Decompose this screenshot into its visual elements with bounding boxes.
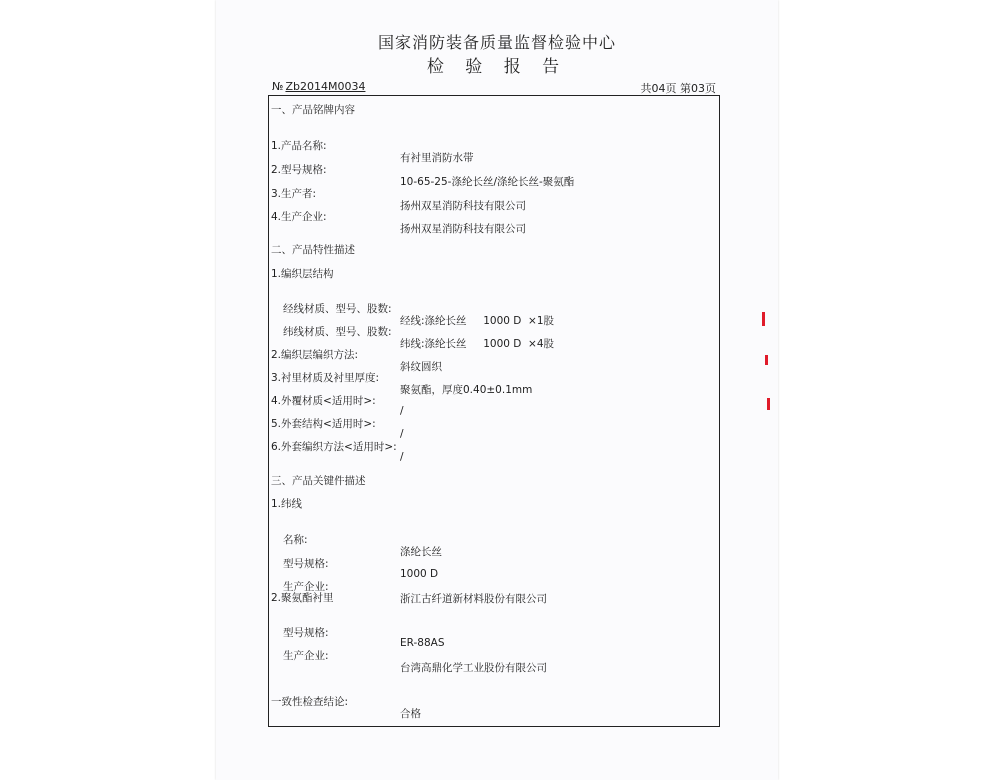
section1-row-manufacturer bbox=[269, 197, 526, 245]
report-page bbox=[216, 0, 778, 780]
field-label: 纬线材质、型号、股数: bbox=[283, 326, 392, 338]
field-value: / bbox=[400, 451, 404, 463]
report-number bbox=[272, 80, 365, 93]
field-label: 3.生产者: bbox=[271, 188, 317, 200]
field-label: 1.产品名称: bbox=[271, 140, 327, 152]
page-info: 共04页 第03页 bbox=[640, 82, 716, 95]
field-label: 4.外覆材质<适用时>: bbox=[271, 395, 376, 407]
field-label: 生产企业: bbox=[283, 650, 329, 662]
field-value: 涤纶长丝 bbox=[400, 546, 442, 558]
field-label: 经线材质、型号、股数: bbox=[283, 303, 392, 315]
field-value: 扬州双星消防科技有限公司 bbox=[400, 200, 526, 212]
section2-row-jacket-weave bbox=[269, 427, 404, 475]
field-label: 型号规格: bbox=[283, 627, 329, 639]
field-value: 经线:涤纶长丝 1000 D ×1股 bbox=[400, 315, 555, 327]
report-title: 检 验 报 告 bbox=[426, 57, 568, 77]
field-value: 纬线:涤纶长丝 1000 D ×4股 bbox=[400, 338, 555, 350]
margin-mark bbox=[765, 355, 768, 365]
field-label: 名称: bbox=[283, 534, 308, 546]
conclusion-label: 一致性检查结论: bbox=[271, 696, 349, 708]
margin-mark bbox=[767, 398, 770, 410]
number-sign: № bbox=[272, 80, 284, 93]
field-value: / bbox=[400, 428, 404, 440]
margin-mark bbox=[762, 312, 765, 326]
report-number-value: Zb2014M0034 bbox=[285, 80, 366, 93]
field-value: 10-65-25-涤纶长丝/涤纶长丝-聚氨酯 bbox=[400, 176, 575, 188]
field-value: 有衬里消防水带 bbox=[400, 152, 474, 164]
conclusion-value: 合格 bbox=[400, 708, 421, 720]
section2-heading: 二、产品特性描述 bbox=[271, 244, 355, 256]
field-value: ER-88AS bbox=[400, 637, 445, 649]
field-label: 4.生产企业: bbox=[271, 211, 327, 223]
field-label: 5.外套结构<适用时>: bbox=[271, 418, 376, 430]
field-value: 1000 D bbox=[400, 568, 439, 580]
field-value: 聚氨酯，厚度0.40±0.1mm bbox=[400, 384, 533, 396]
field-value: 浙江古纤道新材料股份有限公司 bbox=[400, 593, 547, 605]
field-label: 6.外套编织方法<适用时>: bbox=[271, 441, 397, 453]
field-label: 生产企业: bbox=[283, 581, 329, 593]
field-label: 2.型号规格: bbox=[271, 164, 327, 176]
conclusion-row bbox=[269, 682, 421, 730]
section3-sub-lining: 2.聚氨酯衬里 bbox=[271, 592, 334, 604]
field-label: 3.衬里材质及衬里厚度: bbox=[271, 372, 380, 384]
section3-sub-weft: 1.纬线 bbox=[271, 498, 303, 510]
field-value: 斜纹圆织 bbox=[400, 361, 442, 373]
section2-sub-weave-structure: 1.编织层结构 bbox=[271, 268, 334, 280]
report-content-box bbox=[268, 95, 720, 727]
field-label: 2.编织层编织方法: bbox=[271, 349, 359, 361]
section1-heading: 一、产品铭牌内容 bbox=[271, 104, 355, 116]
organization-title: 国家消防装备质量监督检验中心 bbox=[377, 33, 616, 52]
field-value: 扬州双星消防科技有限公司 bbox=[400, 223, 526, 235]
field-value: 台湾高鼎化学工业股份有限公司 bbox=[400, 662, 547, 674]
field-value: / bbox=[400, 405, 404, 417]
field-label: 型号规格: bbox=[283, 558, 329, 570]
section3-heading: 三、产品关键件描述 bbox=[271, 475, 366, 487]
